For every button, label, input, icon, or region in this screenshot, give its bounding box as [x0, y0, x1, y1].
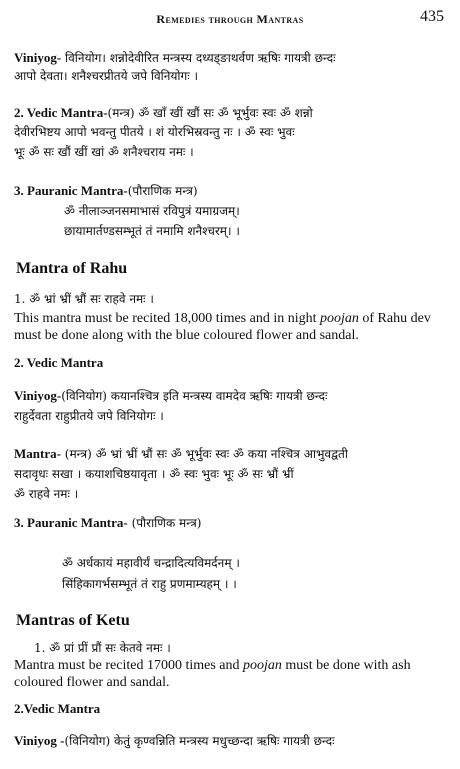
viniyog-label: Viniyog- [14, 50, 62, 65]
pauranic-label: 3. Pauranic Mantra- [14, 183, 128, 198]
devanagari-text: (मन्त्र) ॐ भ्रां भ्रीं भ्रौं सः ॐ भूर्भुवः स्वः ॐ कया नश्चित्र आभुवद्वती [64, 447, 348, 461]
rahu-instruction: This mantra must be recited 18,000 times and in night poojan of Rahu dev must be done along with the blue coloured flower and sandal. [14, 311, 431, 343]
saturn-viniyog-line-1 [14, 50, 450, 66]
italic-term: poojan [243, 658, 282, 673]
rahu-mantra-line-2 [14, 466, 450, 482]
devanagari-text: 1. ॐ प्रां प्रीं प्रौं सः केतवे नमः । [34, 641, 171, 655]
ketu-viniyog-line-1 [14, 733, 450, 749]
pauranic-label: 3. Pauranic Mantra- [14, 515, 128, 530]
devanagari-text: छायामार्तण्डसम्भूतं तं नमामि शनैश्चरम्। । [64, 224, 240, 238]
vedic-label: 2.Vedic Mantra [14, 701, 101, 716]
ketu-instruction: Mantra must be recited 17000 times and poojan must be done with ash coloured flower and sandal. [14, 658, 411, 690]
saturn-pauranic-line-2 [64, 223, 450, 239]
devanagari-text: देवीरभिष्टय आपो भवन्तु पीतये । शं योरभिस्रवन्तु नः । ॐ स्वः भुवः [14, 125, 295, 139]
rahu-viniyog-line-1 [14, 388, 450, 404]
ketu-mantra-1 [34, 640, 450, 656]
saturn-vedic-line-1 [14, 105, 450, 121]
section-heading-ketu: Mantras of Ketu [16, 612, 130, 629]
devanagari-text: सिंहिकागर्भसम्भूतं तं राहु प्रणमाम्यहम् । । [62, 577, 237, 591]
rahu-vedic-heading [14, 355, 450, 371]
section-heading-rahu: Mantra of Rahu [16, 260, 128, 277]
rahu-pauranic-line-1 [62, 555, 450, 571]
viniyog-label: Viniyog- [14, 388, 62, 403]
saturn-vedic-line-3 [14, 144, 450, 160]
devanagari-text: सदावृधः सखा । कयाशचिष्ठयावृता । ॐ स्वः भुवः भूः ॐ सः भ्रौं भ्रीं [14, 467, 294, 481]
devanagari-text: (मन्त्र) ॐ खाँ खीं खौं सः ॐ भूर्भुवः स्वः ॐ शन्नो [107, 106, 313, 120]
viniyog-label: Viniyog - [14, 733, 65, 748]
rahu-mantra-line-1 [14, 446, 450, 462]
vedic-label: 2. Vedic Mantra- [14, 105, 108, 120]
running-header: Remedies through Mantras [156, 12, 304, 26]
devanagari-text: भूः ॐ सः खौं खीं खां ॐ शनैश्चराय नमः । [14, 145, 194, 159]
devanagari-text: (पौराणिक मन्त्र) [131, 516, 202, 530]
devanagari-text: (पौराणिक मन्त्र) [127, 184, 198, 198]
devanagari-text: विनियोग। शन्नोदेवीरित मन्त्रस्य दध्यड्ङाथर्वण ऋषिः गायत्री छन्दः [65, 51, 336, 65]
devanagari-text: ॐ अर्धकायं महावीर्यं चन्द्रादित्यविमर्दनम् । [62, 556, 240, 570]
devanagari-text: 1. ॐ भ्रां भ्रीं भ्रौं सः राहवे नमः । [14, 292, 154, 306]
rahu-pauranic-line-2 [62, 576, 450, 592]
saturn-pauranic-line-1 [64, 203, 450, 219]
italic-term: poojan [320, 311, 359, 326]
rahu-pauranic-heading [14, 515, 450, 531]
devanagari-text: ॐ नीलाञ्जनसमाभासं रविपुत्रं यमाग्रजम्। [64, 204, 240, 218]
mantra-label: Mantra- [14, 446, 61, 461]
page-number: 435 [420, 8, 444, 25]
saturn-viniyog-line-2 [14, 68, 450, 84]
saturn-pauranic-heading [14, 183, 450, 199]
rahu-mantra-1 [14, 291, 450, 307]
vedic-label: 2. Vedic Mantra [14, 355, 104, 370]
devanagari-text: राहुर्देवता राहुप्रीतये जपे विनियोगः । [14, 409, 164, 423]
saturn-vedic-line-2 [14, 124, 450, 140]
rahu-mantra-line-3 [14, 486, 450, 502]
rahu-viniyog-line-2 [14, 408, 450, 424]
devanagari-text: आपो देवता। शनैश्चरप्रीतये जपे विनियोगः । [14, 69, 199, 83]
devanagari-text: (विनियोग) कयानश्चित्र इति मन्त्रस्य वामदेव ऋषिः गायत्री छन्दः [61, 389, 328, 403]
devanagari-text: ॐ राहवे नमः । [14, 487, 79, 501]
ketu-vedic-heading [14, 701, 450, 717]
devanagari-text: (विनियोग) केतुं कृण्वन्निति मन्त्रस्य मधुच्छन्दा ऋषिः गायत्री छन्दः [64, 734, 335, 748]
